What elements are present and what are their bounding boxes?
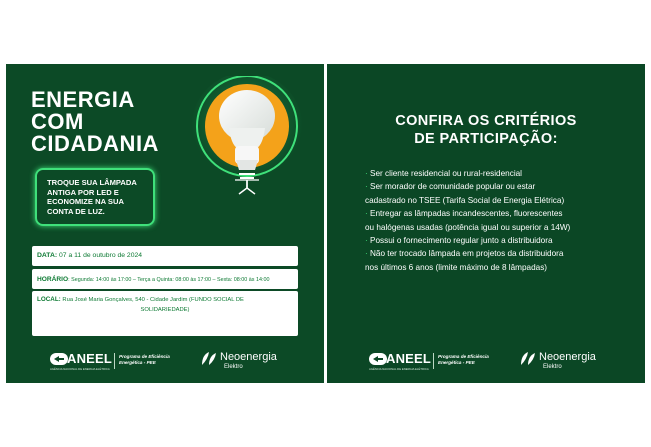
led-bulb-illustration bbox=[191, 76, 303, 202]
pee-line: Programa de Eficiência bbox=[438, 354, 489, 359]
cta-line: ECONOMIZE NA SUA bbox=[47, 197, 124, 206]
schedule-value: : Segunda: 14:00 às 17:00 – Terça a Quinta: 08:00 às 17:00 – Sexta: 08:00 às 14:00 bbox=[68, 277, 270, 283]
cta-box bbox=[35, 168, 155, 226]
criteria-line bbox=[365, 247, 637, 260]
neoenergia-leaf-icon bbox=[519, 351, 537, 366]
criteria-text: Não ter trocado lâmpada em projetos da distribuidora bbox=[367, 249, 564, 259]
location-box bbox=[32, 291, 298, 336]
schedule-label: HORÁRIO bbox=[37, 276, 69, 283]
criteria-line bbox=[365, 180, 637, 193]
neoenergia-leaf-icon bbox=[200, 351, 218, 366]
bullet-icon: · bbox=[365, 249, 368, 259]
location-value-continued: SOLIDARIEDADE) bbox=[140, 307, 190, 313]
criteria-text: Ser cliente residencial ou rural-residencial bbox=[367, 169, 523, 178]
pee-line: Energética - PEE bbox=[119, 360, 156, 365]
criteria-text: ou halógenas usadas (potência igual ou superior a 14W) bbox=[365, 222, 571, 232]
criteria-line bbox=[365, 167, 637, 180]
location-value: Rua José Maria Gonçalves, 540 - Cidade Jardim (FUNDO SOCIAL DE bbox=[62, 297, 244, 303]
right-panel bbox=[327, 64, 645, 383]
schedule-box bbox=[32, 269, 298, 289]
neoenergia-sub: Elektro bbox=[224, 364, 243, 370]
aneel-logo bbox=[367, 350, 437, 374]
pee-program-label bbox=[438, 354, 489, 366]
criteria-line bbox=[365, 221, 637, 234]
criteria-text: cadastrado no TSEE (Tarifa Social de Energia Elétrica) bbox=[365, 195, 565, 205]
aneel-name: ANEEL bbox=[67, 351, 113, 366]
left-panel bbox=[6, 64, 324, 383]
criteria-heading bbox=[327, 112, 645, 148]
pee-program-label bbox=[119, 354, 170, 366]
location-label: LOCAL: bbox=[37, 296, 61, 303]
criteria-text: Possui o fornecimento regular junto a distribuidora bbox=[367, 236, 553, 246]
aneel-mark-icon bbox=[50, 353, 68, 365]
aneel-logo bbox=[48, 350, 118, 374]
headline bbox=[31, 89, 159, 155]
aneel-subtitle: AGÊNCIA NACIONAL DE ENERGIA ELÉTRICA bbox=[50, 367, 110, 371]
lightbulb-icon bbox=[191, 76, 303, 202]
criteria-line bbox=[365, 234, 637, 247]
criteria-heading-line: DE PARTICIPAÇÃO: bbox=[414, 131, 558, 147]
logo-divider bbox=[114, 353, 115, 369]
aneel-name: ANEEL bbox=[386, 351, 432, 366]
criteria-line bbox=[365, 194, 637, 207]
date-box bbox=[32, 246, 298, 266]
cta-line: CONTA DE LUZ. bbox=[47, 206, 105, 216]
aneel-subtitle: AGÊNCIA NACIONAL DE ENERGIA ELÉTRICA bbox=[369, 367, 429, 371]
pee-line: Energética - PEE bbox=[438, 360, 475, 365]
bullet-icon: · bbox=[365, 169, 368, 178]
date-label: DATA: bbox=[37, 252, 58, 259]
criteria-line bbox=[365, 207, 637, 220]
logo-divider bbox=[433, 353, 434, 369]
cta-line: TROQUE SUA LÂMPADA bbox=[47, 178, 137, 187]
neoenergia-logo bbox=[200, 350, 290, 374]
criteria-heading-line: CONFIRA OS CRITÉRIOS bbox=[395, 113, 577, 129]
headline-line: COM bbox=[31, 109, 84, 134]
criteria-line bbox=[365, 261, 637, 274]
neoenergia-logo bbox=[519, 350, 609, 374]
headline-line: CIDADANIA bbox=[31, 131, 159, 156]
aneel-mark-icon bbox=[369, 353, 387, 365]
date-value: 07 a 11 de outubro de 2024 bbox=[59, 252, 143, 259]
criteria-text: Entregar as lâmpadas incandescentes, fluorescentes bbox=[367, 209, 563, 219]
bullet-icon: · bbox=[365, 209, 368, 219]
criteria-text: Ser morador de comunidade popular ou estar bbox=[367, 182, 536, 192]
criteria-list bbox=[365, 167, 637, 274]
neoenergia-sub: Elektro bbox=[543, 364, 562, 370]
neoenergia-name: Neoenergia bbox=[220, 351, 277, 363]
criteria-text: nos últimos 6 anos (limite máximo de 8 lâmpadas) bbox=[365, 262, 548, 272]
neoenergia-name: Neoenergia bbox=[539, 351, 596, 363]
pee-line: Programa de Eficiência bbox=[119, 354, 170, 359]
headline-line: ENERGIA bbox=[31, 87, 135, 112]
bullet-icon: · bbox=[365, 236, 368, 246]
cta-line: ANTIGA POR LED E bbox=[47, 187, 119, 197]
bullet-icon: · bbox=[365, 182, 368, 192]
